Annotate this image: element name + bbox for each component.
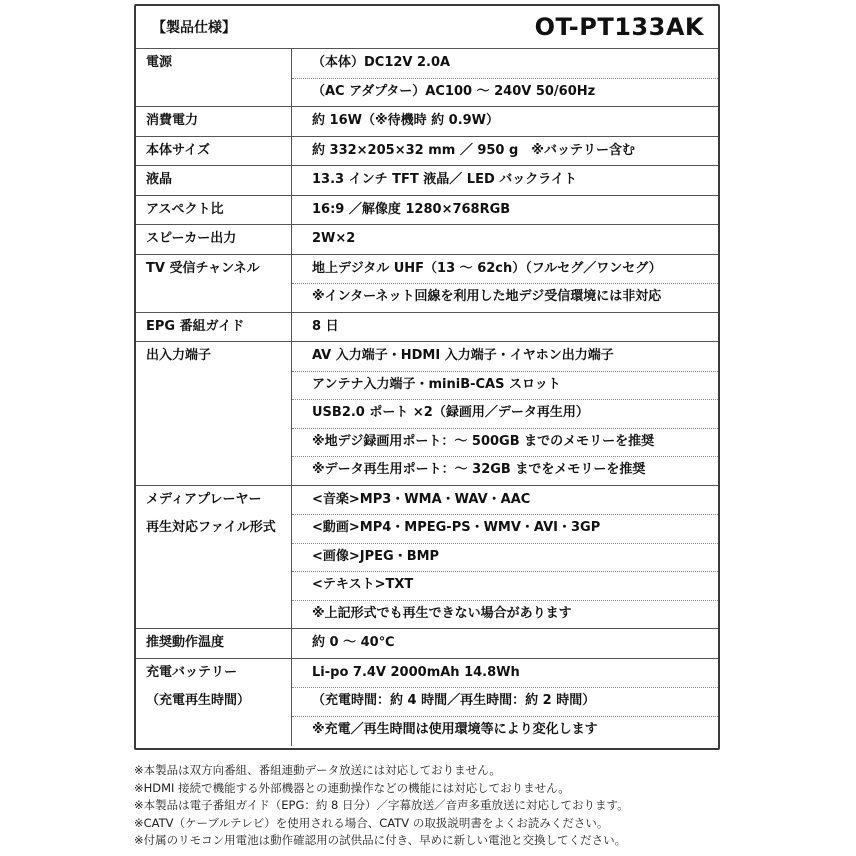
table-row — [136, 78, 718, 107]
row-value: アンテナ入力端子・miniB-CAS スロット — [292, 371, 718, 400]
row-label: EPG 番組ガイド — [136, 313, 292, 342]
row-value: 8 日 — [312, 318, 339, 334]
row-value: <音楽>MP3・WMA・WAV・AAC — [312, 491, 531, 507]
table-row — [136, 600, 718, 629]
row-value: 地上デジタル UHF（13 ～ 62ch）（フルセグ／ワンセグ） — [312, 260, 662, 276]
row-label — [136, 283, 292, 312]
row-value: ※充電／再生時間は使用環境等により変化します — [292, 716, 718, 746]
row-value: 16:9 ／解像度 1280×768RGB — [312, 201, 511, 217]
row-label — [136, 399, 292, 428]
row-value: AV 入力端子・HDMI 入力端子・イヤホン出力端子 — [312, 348, 614, 363]
table-row — [136, 514, 718, 543]
row-label: 再生対応ファイル形式 — [136, 514, 292, 543]
spec-header — [136, 6, 718, 49]
table-row — [136, 456, 718, 485]
table-row — [136, 658, 718, 688]
row-value: （本体）DC12V 2.0A — [312, 55, 451, 70]
row-value: <画像>JPEG・BMP — [292, 543, 718, 572]
row-label: スピーカー出力 — [136, 225, 292, 254]
row-value: Li-po 7.4V 2000mAh 14.8Wh — [312, 664, 520, 680]
row-value: 2W×2 — [312, 231, 356, 246]
table-row — [136, 312, 718, 342]
row-label — [136, 600, 292, 629]
table-row — [136, 254, 718, 284]
spec-table — [134, 4, 720, 750]
row-label — [136, 571, 292, 600]
row-value: ※データ再生用ポート：～ 32GB までをメモリーを推奨 — [292, 456, 718, 485]
table-row — [136, 571, 718, 600]
model-number: OT-PT133AK — [534, 13, 704, 41]
row-value: USB2.0 ポート ×2（録画用／データ再生用） — [292, 399, 718, 428]
spec-heading: 【製品仕様】 — [152, 20, 236, 36]
table-row — [136, 283, 718, 312]
table-row — [136, 628, 718, 658]
table-row — [136, 485, 718, 515]
row-label: TV 受信チャンネル — [136, 255, 292, 284]
row-label: 本体サイズ — [136, 137, 292, 166]
row-label — [136, 716, 292, 746]
table-row — [136, 543, 718, 572]
table-row — [136, 165, 718, 195]
row-value: （AC アダプター）AC100 ～ 240V 50/60Hz — [292, 78, 718, 107]
table-row — [136, 716, 718, 746]
table-row — [136, 106, 718, 136]
footnote: ※CATV（ケーブルテレビ）を使用される場合、CATV の取扱説明書をよくお読みください。 — [134, 815, 609, 830]
row-value: （充電時間：約 4 時間／再生時間：約 2 時間） — [292, 687, 718, 716]
row-label — [136, 543, 292, 572]
row-label — [136, 78, 292, 107]
row-value: ※上記形式でも再生できない場合があります — [292, 600, 718, 629]
row-label: 充電バッテリー — [136, 659, 292, 688]
row-label — [136, 371, 292, 400]
row-label: （充電再生時間） — [136, 687, 292, 716]
row-label: 消費電力 — [136, 107, 292, 136]
table-row — [136, 224, 718, 254]
table-row — [136, 136, 718, 166]
row-value: <テキスト>TXT — [292, 571, 718, 600]
table-row — [136, 428, 718, 457]
footnote: ※本製品は双方向番組、番組連動データ放送には対応しておりません。 — [134, 763, 501, 777]
table-row — [136, 687, 718, 716]
row-value: 約 0 ～ 40℃ — [312, 635, 395, 650]
footnote: ※付属のリモコン用電池は動作確認用の試供品に付き、早めに新しい電池と交換してください。 — [134, 833, 627, 847]
table-row — [136, 195, 718, 225]
row-label: 推奨動作温度 — [136, 629, 292, 658]
footnotes — [134, 762, 734, 850]
table-row — [136, 49, 718, 78]
row-label: 液晶 — [136, 166, 292, 195]
row-label: 電源 — [136, 49, 292, 78]
footnote: ※本製品は電子番組ガイド（EPG：約 8 日分）／字幕放送／音声多重放送に対応しております。 — [134, 798, 629, 812]
table-row — [136, 341, 718, 371]
footnote: ※HDMI 接続で機能する外部機器との連動操作などの機能には対応しておりません。 — [134, 780, 570, 795]
row-label: アスペクト比 — [136, 196, 292, 225]
row-label — [136, 456, 292, 485]
table-row — [136, 371, 718, 400]
row-value: 約 16W（※待機時 約 0.9W） — [312, 113, 500, 128]
row-value: <動画>MP4・MPEG-PS・WMV・AVI・3GP — [292, 514, 718, 543]
table-row — [136, 399, 718, 428]
row-label: メディアプレーヤー — [136, 486, 292, 515]
row-label: 出入力端子 — [136, 342, 292, 371]
row-value: 約 332×205×32 mm ／ 950 g ※バッテリー含む — [312, 142, 635, 158]
row-value: 13.3 インチ TFT 液晶／ LED バックライト — [312, 172, 577, 187]
row-value: ※インターネット回線を利用した地デジ受信環境には非対応 — [292, 283, 718, 312]
row-label — [136, 428, 292, 457]
row-value: ※地デジ録画用ポート：～ 500GB までのメモリーを推奨 — [292, 428, 718, 457]
